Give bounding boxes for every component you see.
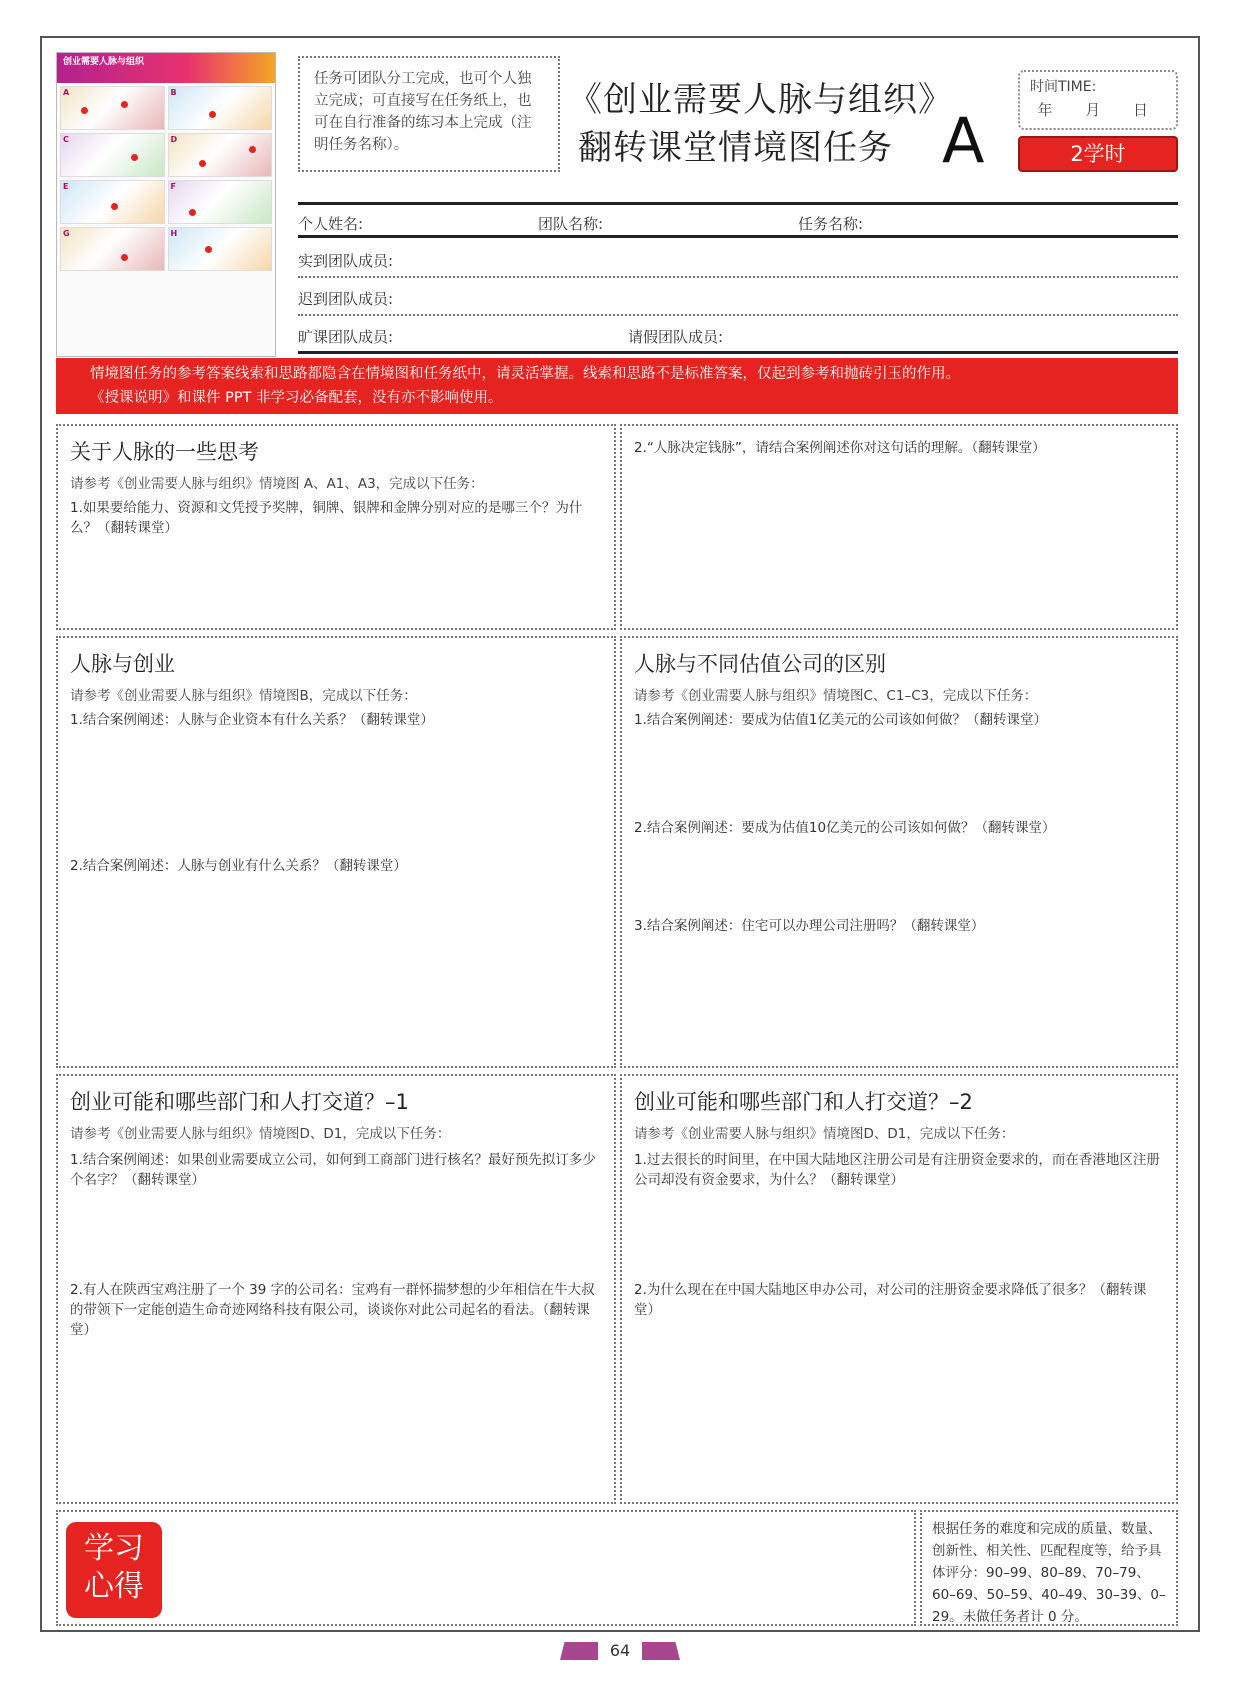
section-title: 人脉与不同估值公司的区别	[634, 652, 886, 676]
time-label: 时间TIME:	[1030, 79, 1097, 95]
thumbnail-label: H	[170, 229, 178, 238]
time-box[interactable]	[1018, 70, 1178, 130]
section-reference: 请参考《创业需要人脉与组织》情境图 A、A1、A3，完成以下任务：	[70, 476, 484, 492]
question-1: 1.结合案例阐述：要成为估值1亿美元的公司该如何做？（翻转课堂）	[634, 712, 1047, 728]
scoring-note: 根据任务的难度和完成的质量、数量、创新性、相关性、匹配程度等，给予具体评分：90–99、80–89、70–79、60–69、50–59、40–49、30–39、0–29。未做任务者计 0 分。	[920, 1510, 1178, 1626]
section-network-startup[interactable]	[56, 636, 616, 1068]
scenario-thumbnail	[56, 52, 276, 357]
section-title: 创业可能和哪些部门和人打交道？–2	[634, 1090, 973, 1114]
question-1: 1.结合案例阐述：如果创业需要成立公司，如何到工商部门进行核名？最好预先拟订多少个名字？（翻转课堂）	[70, 1152, 596, 1188]
section-departments-1[interactable]	[56, 1074, 616, 1504]
thumbnail-label: G	[63, 229, 70, 238]
learning-badge-line-2: 心得	[84, 1569, 144, 1604]
task-instruction-note: 任务可团队分工完成，也可个人独立完成；可直接写在任务纸上，也可在自行准备的练习本上完成（注明任务名称）。	[298, 56, 560, 172]
thumbnail-label: F	[170, 182, 176, 191]
task-letter: A	[942, 104, 985, 177]
question-2: 2.有人在陕西宝鸡注册了一个 39 字的公司名：宝鸡有一群怀揣梦想的少年相信在牛大叔的带领下一定能创造生命奇迹网络科技有限公司，谈谈你对此公司起名的看法。（翻转课堂）	[70, 1282, 595, 1338]
question-1: 1.结合案例阐述：人脉与企业资本有什么关系？（翻转课堂）	[70, 712, 434, 728]
absent-members-label: 旷课团队成员:	[298, 328, 394, 346]
thumbnail-label: D	[170, 135, 178, 144]
page-number-bar	[560, 1638, 680, 1662]
hours-badge: 2学时	[1018, 136, 1178, 172]
question-1: 1.如果要给能力、资源和文凭授予奖牌，铜牌、银牌和金牌分别对应的是哪三个？为什么？（翻转课堂）	[70, 500, 583, 536]
section-reference: 请参考《创业需要人脉与组织》情境图B，完成以下任务：	[70, 688, 417, 704]
section-network-money[interactable]	[620, 424, 1178, 630]
thumbnail-label: B	[170, 88, 177, 97]
thumbnail-label: C	[63, 135, 69, 144]
notice-banner	[56, 358, 1178, 414]
question-2: 2.结合案例阐述：要成为估值10亿美元的公司该如何做？（翻转课堂）	[634, 820, 1056, 836]
team-field-label[interactable]: 团队名称:	[538, 215, 604, 233]
notice-line-2: 《授课说明》和课件 PPT 非学习必备配套，没有亦不影响使用。	[90, 390, 503, 406]
learning-notes-badge	[66, 1522, 162, 1618]
question-2: 2.“人脉决定钱脉”，请结合案例阐述你对这句话的理解。（翻转课堂）	[634, 440, 1046, 456]
question-1: 1.过去很长的时间里，在中国大陆地区注册公司是有注册资金要求的，而在香港地区注册公司却没有资金要求，为什么？（翻转课堂）	[634, 1152, 1160, 1188]
thumbnail-label: A	[63, 88, 70, 97]
section-reference: 请参考《创业需要人脉与组织》情境图C、C1–C3，完成以下任务：	[634, 688, 1038, 704]
section-company-valuation[interactable]	[620, 636, 1178, 1068]
section-title: 关于人脉的一些思考	[70, 440, 259, 464]
section-departments-2[interactable]	[620, 1074, 1178, 1504]
absent-members-row[interactable]	[298, 316, 1178, 354]
late-members-row[interactable]	[298, 278, 1178, 316]
section-title: 创业可能和哪些部门和人打交道？–1	[70, 1090, 409, 1114]
question-3: 3.结合案例阐述：住宅可以办理公司注册吗？（翻转课堂）	[634, 918, 985, 934]
notice-line-1: 情境图任务的参考答案线索和思路都隐含在情境图和任务纸中，请灵活掌握。线索和思路不是标准答案，仅起到参考和抛砖引玉的作用。	[90, 366, 960, 382]
present-members-label: 实到团队成员:	[298, 252, 394, 270]
page-title: 《创业需要人脉与组织》	[568, 80, 953, 120]
leave-members-label: 请假团队成员:	[628, 328, 724, 346]
name-field-label[interactable]: 个人姓名:	[298, 215, 364, 233]
task-field-label[interactable]: 任务名称:	[798, 215, 864, 233]
thumbnail-label: E	[63, 182, 69, 191]
page-number: 64	[609, 1641, 631, 1660]
section-reference: 请参考《创业需要人脉与组织》情境图D、D1，完成以下任务：	[634, 1126, 1015, 1142]
page-bar-right	[642, 1642, 680, 1660]
page-subtitle: 翻转课堂情境图任务	[578, 128, 893, 168]
date-field: 年 月 日	[1037, 101, 1162, 119]
learning-badge-line-1: 学习	[84, 1531, 144, 1566]
question-2: 2.结合案例阐述：人脉与创业有什么关系？（翻转课堂）	[70, 858, 407, 874]
section-title: 人脉与创业	[70, 652, 175, 676]
thumbnail-heading: 创业需要人脉与组织	[57, 53, 275, 83]
learning-notes-box[interactable]	[56, 1510, 916, 1626]
page-bar-left	[560, 1642, 598, 1660]
section-reference: 请参考《创业需要人脉与组织》情境图D、D1，完成以下任务：	[70, 1126, 451, 1142]
info-row-names	[298, 202, 1178, 238]
late-members-label: 迟到团队成员:	[298, 290, 394, 308]
question-2: 2.为什么现在在中国大陆地区申办公司，对公司的注册资金要求降低了很多？（翻转课堂）	[634, 1282, 1147, 1318]
section-network-thoughts[interactable]	[56, 424, 616, 630]
present-members-row[interactable]	[298, 240, 1178, 278]
